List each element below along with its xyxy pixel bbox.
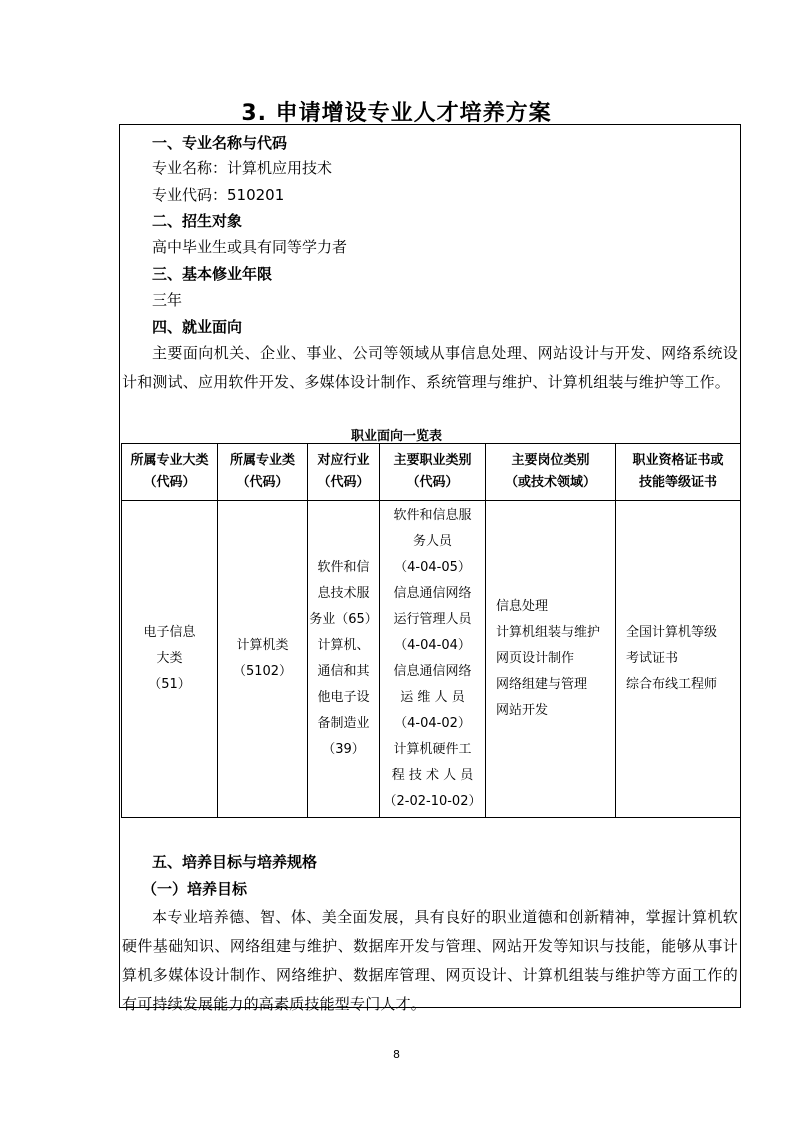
cell-line: （4-04-02）	[394, 716, 471, 731]
cell-lines	[122, 620, 217, 698]
header-line: 对应行业	[317, 453, 370, 468]
header-line: 主要职业类别	[393, 453, 472, 468]
table-cell	[122, 501, 218, 818]
header-line: （代码）	[317, 475, 370, 490]
cell-line: 运 维 人 员	[400, 690, 465, 705]
header-line: （或技术领域）	[504, 475, 596, 490]
table-cell	[218, 501, 308, 818]
cell-line: 备制造业	[317, 716, 370, 731]
cell-line: 软件和信息服	[393, 508, 472, 523]
document-title: 3. 申请增设专业人才培养方案	[241, 101, 552, 126]
header-line: （代码）	[236, 475, 289, 490]
table-header-cell	[308, 444, 380, 501]
major-name: 专业名称：计算机应用技术	[152, 159, 333, 177]
section-1-heading: 一、专业名称与代码	[152, 134, 288, 152]
table-cell	[486, 501, 616, 818]
cell-line: 大类	[156, 651, 183, 666]
cell-line: 全国计算机等级	[626, 625, 718, 640]
header-line: 职业资格证书或	[632, 453, 724, 468]
study-duration: 三年	[152, 291, 183, 309]
cell-line: 他电子设	[317, 690, 370, 705]
cell-line: 考试证书	[626, 651, 679, 666]
cell-line: 电子信息	[143, 625, 196, 640]
cell-line: 程 技 术 人 员	[391, 768, 474, 783]
table-header-cell	[616, 444, 741, 501]
cell-line: （51）	[148, 677, 191, 692]
cell-line: 信息通信网络	[393, 586, 472, 601]
cell-line: 通信和其	[317, 664, 370, 679]
header-line: 主要岗位类别	[511, 453, 590, 468]
header-line: 所属专业大类	[130, 453, 209, 468]
header-line: （代码）	[406, 475, 459, 490]
enrollment-target: 高中毕业生或具有同等学力者	[152, 238, 348, 256]
cell-line: 信息通信网络	[393, 664, 472, 679]
table-cell	[380, 501, 486, 818]
table-header-row	[122, 444, 741, 501]
cell-line: （5102）	[232, 664, 293, 679]
table-cell	[616, 501, 741, 818]
cell-line: 信息处理	[496, 599, 549, 614]
cell-line: 网络组建与管理	[496, 677, 588, 692]
section-5-subheading: （一）培养目标	[142, 880, 248, 898]
section-3-heading: 三、基本修业年限	[152, 265, 273, 283]
employment-table	[121, 443, 741, 818]
cell-line: 运行管理人员	[393, 612, 472, 627]
cell-lines	[218, 633, 307, 685]
cell-line: 务业（65）	[309, 612, 378, 627]
header-line: 技能等级证书	[638, 475, 717, 490]
header-line: 所属专业类	[229, 453, 295, 468]
training-goal-paragraph: 本专业培养德、智、体、美全面发展，具有良好的职业道德和创新精神，掌握计算机软硬件基础知识、网络组建与维护、数据库开发与管理、网站开发等知识与技能，能够从事计算机多媒体设计制作、网络维护、数据库管理、网页设计、计算机组装与维护等方面工作的有可持续发展能力的高素质技能型专门人才。	[122, 908, 738, 1013]
employment-paragraph: 主要面向机关、企业、事业、公司等领域从事信息处理、网站设计与开发、网络系统设计和测试、应用软件开发、多媒体设计制作、系统管理与维护、计算机组装与维护等工作。	[122, 344, 738, 391]
cell-line: 计算机、	[317, 638, 370, 653]
cell-line: 网页设计制作	[496, 651, 575, 666]
section-2-heading: 二、招生对象	[152, 212, 243, 230]
cell-lines	[308, 555, 379, 763]
cell-lines	[496, 594, 615, 724]
cell-line: 软件和信	[317, 560, 370, 575]
cell-line: 计算机硬件工	[393, 742, 472, 757]
section-4-heading: 四、就业面向	[152, 318, 243, 336]
cell-line: 计算机组装与维护	[496, 625, 601, 640]
cell-line: （2-02-10-02）	[383, 794, 482, 809]
cell-line: 务人员	[412, 534, 452, 549]
cell-lines	[626, 620, 740, 698]
cell-line: （4-04-04）	[394, 638, 471, 653]
cell-line: （39）	[322, 742, 365, 757]
table-caption: 职业面向一览表	[350, 429, 442, 444]
table-row	[122, 501, 741, 818]
cell-line: 息技术服	[317, 586, 370, 601]
cell-line: 综合布线工程师	[626, 677, 718, 692]
cell-lines	[380, 503, 485, 815]
cell-line: （4-04-05）	[394, 560, 471, 575]
major-code: 专业代码：510201	[152, 186, 285, 204]
table-header-cell	[380, 444, 486, 501]
cell-line: 计算机类	[236, 638, 289, 653]
table-header-cell	[218, 444, 308, 501]
header-line: （代码）	[143, 475, 196, 490]
section-5-heading: 五、培养目标与培养规格	[152, 853, 318, 871]
page-number: 8	[393, 1048, 400, 1061]
table-cell	[308, 501, 380, 818]
table-header-cell	[122, 444, 218, 501]
cell-line: 网站开发	[496, 703, 549, 718]
table-header-cell	[486, 444, 616, 501]
